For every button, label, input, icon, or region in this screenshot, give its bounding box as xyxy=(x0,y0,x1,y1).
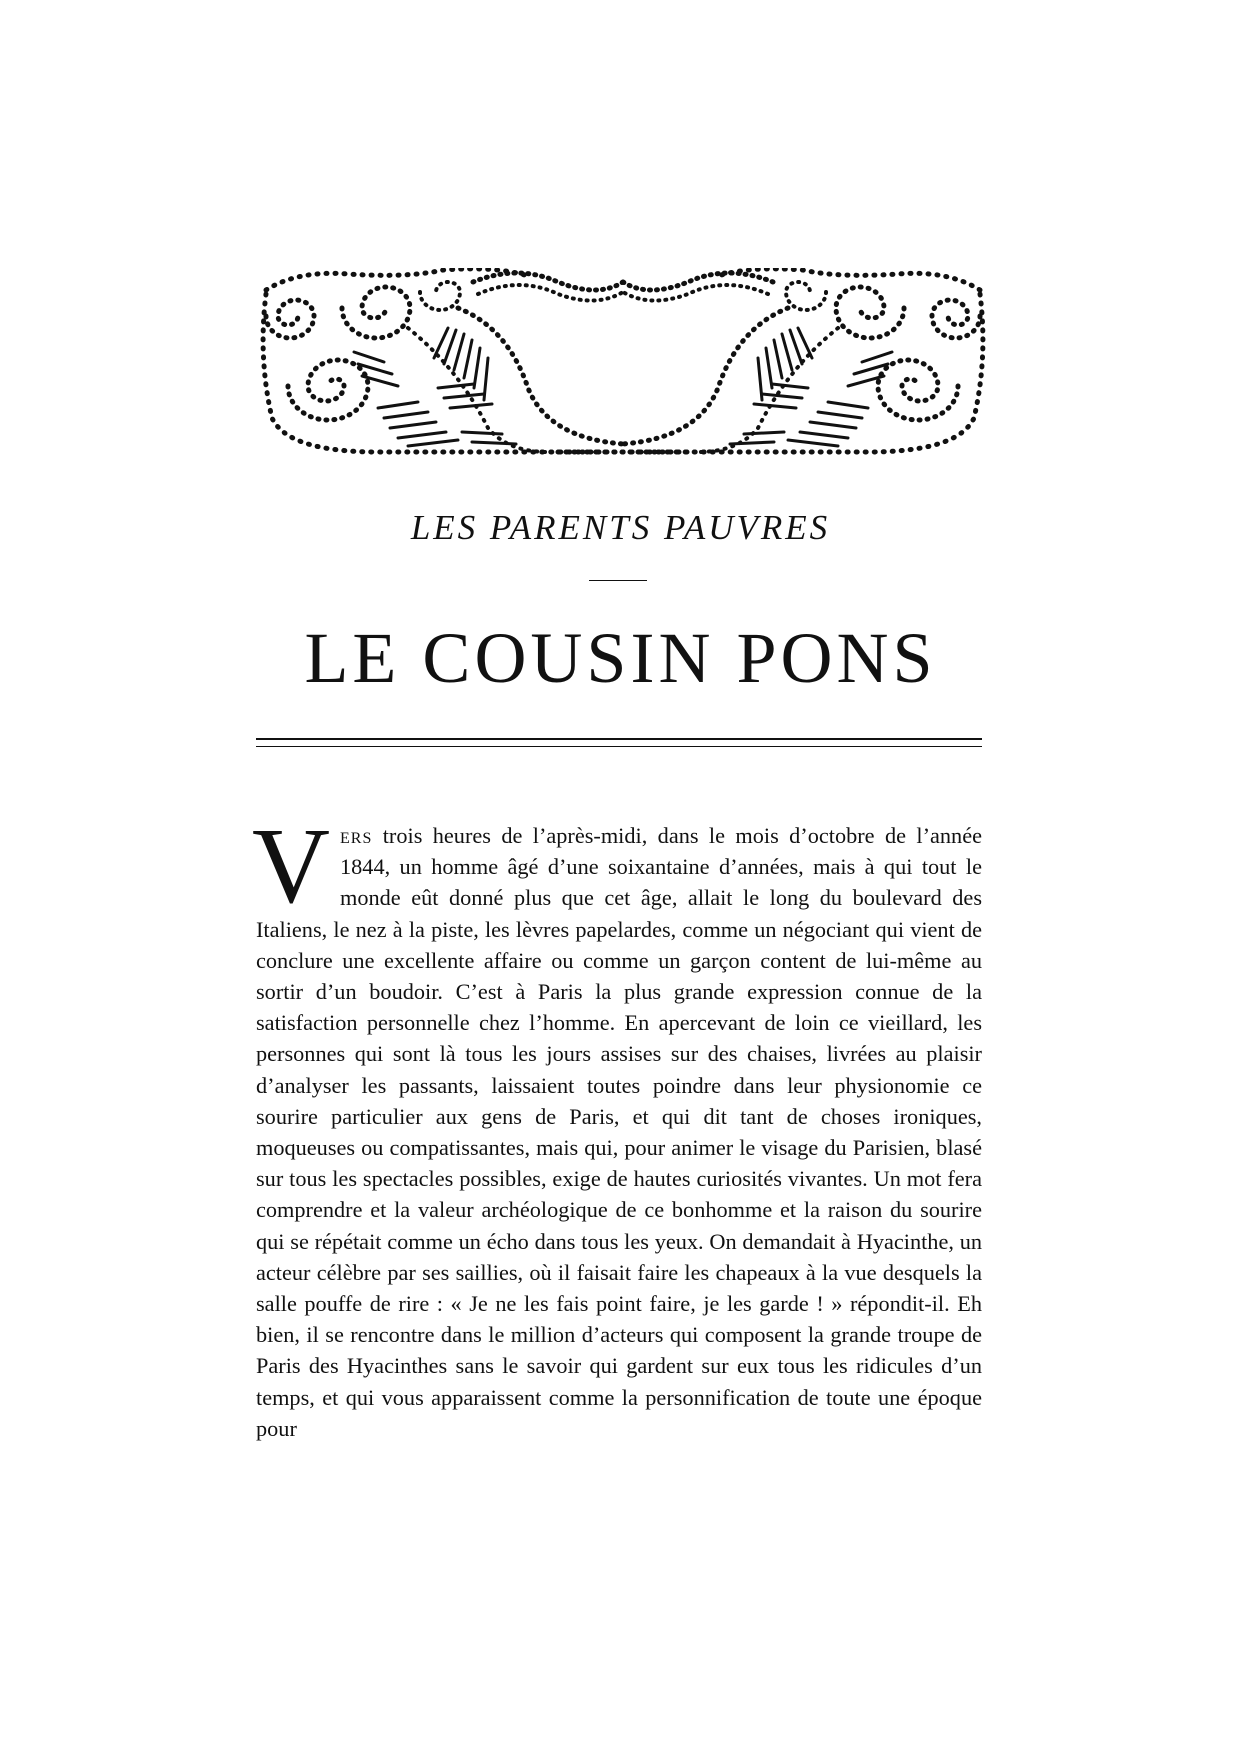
drop-cap: V xyxy=(252,807,330,926)
paragraph-text: trois heures de l’après-midi, dans le mois d’octobre de l’année 1844, un homme âgé d’une soixantaine d’années, mais à qui tout le monde eût donné plus que cet âge, allait le long du boulevard des Italiens, le nez à la piste, les lèvres papelardes, comme un négociant qui vient de conclure une excellente affaire ou comme un garçon content de lui-même au sortir d’un boudoir. C’est à Paris la plus grande expression connue de la satisfaction personnelle chez l’homme. En apercevant de loin ce vieillard, les personnes qui sont là tous les jours assises sur des chaises, livrées au plaisir d’analyser les passants, laissaient toutes poindre dans leur physionomie ce sourire particulier aux gens de Paris, et qui dit tant de choses ironiques, moqueuses ou compatissantes, mais qui, pour animer le visage du Parisien, blasé sur tous les spectacles possibles, exige de hautes curiosités vivantes. Un mot fera comprendre et la valeur archéologique de ce bonhomme et la raison du sourire qui se répétait comme un écho dans tous les yeux. On demandait à Hyacinthe, un acteur célèbre par ses saillies, où il faisait faire les chapeaux à la vue desquels la salle pouffe de rire : « Je ne les fais point faire, je les garde ! » répondit-il. Eh bien, il se rencontre dans le million d’acteurs qui composent la grande troupe de Paris des Hyacinthes sans le savoir qui gardent sur eux tous les ridicules d’un temps, et qui vous apparaissent comme la personnification de toute une époque pour xyxy=(256,823,982,1441)
dotted-ornament-headpiece xyxy=(258,268,988,460)
paragraph xyxy=(252,807,982,1444)
body-text xyxy=(252,807,982,1444)
short-rule xyxy=(589,580,647,581)
series-title: LES PARENTS PAUVRES xyxy=(410,508,831,547)
opening-word: ers xyxy=(340,823,373,848)
chapter-title: LE COUSIN PONS xyxy=(304,618,937,698)
double-rule-divider xyxy=(256,738,982,747)
